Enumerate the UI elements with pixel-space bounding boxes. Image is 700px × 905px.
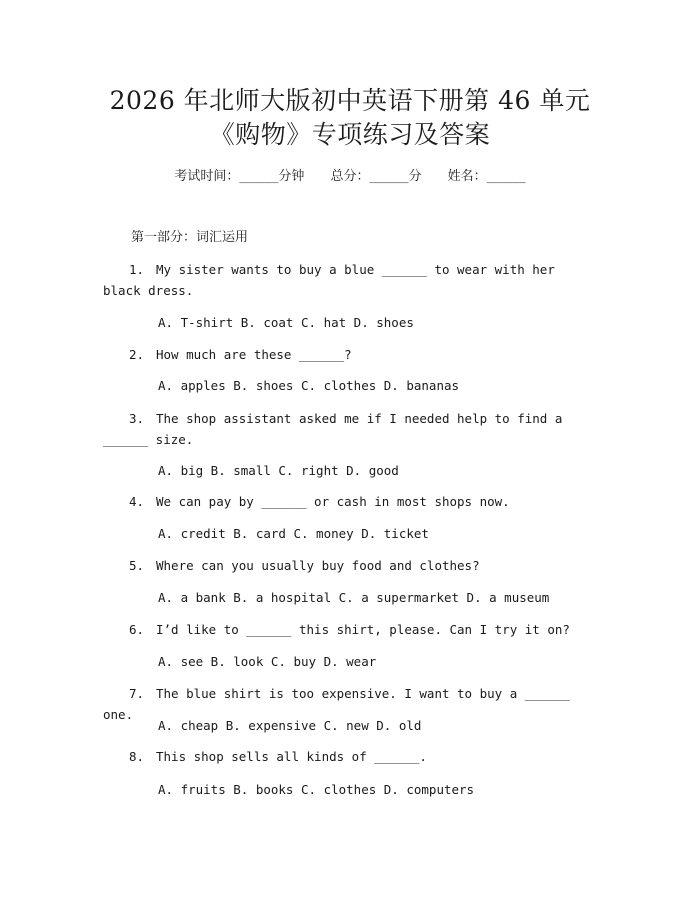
question-8-options: A. fruits B. books C. clothes D. computers xyxy=(158,782,475,797)
question-text: We can pay by ______ or cash in most shops now. xyxy=(156,494,510,509)
question-text: How much are these ______? xyxy=(156,347,352,362)
question-text: The blue shirt is too expensive. I want to buy a ______ one. xyxy=(103,686,570,722)
question-4 xyxy=(103,491,578,512)
question-number: 3. xyxy=(129,411,145,426)
exam-time-field: 考试时间：______分钟 xyxy=(174,169,305,184)
question-6 xyxy=(103,619,578,640)
question-3 xyxy=(103,408,578,450)
question-text: This shop sells all kinds of ______. xyxy=(156,749,427,764)
question-1-options: A. T-shirt B. coat C. hat D. shoes xyxy=(158,315,414,330)
question-5 xyxy=(103,555,578,576)
question-1 xyxy=(103,259,578,301)
question-text: Where can you usually buy food and clothes? xyxy=(156,558,480,573)
page-title-line-2: 《购物》专项练习及答案 xyxy=(209,120,491,149)
question-text: My sister wants to buy a blue ______ to wear with her black dress. xyxy=(103,262,555,298)
question-7-options: A. cheap B. expensive C. new D. old xyxy=(158,718,422,733)
question-2-options: A. apples B. shoes C. clothes D. bananas xyxy=(158,378,460,393)
question-text: The shop assistant asked me if I needed help to find a ______ size. xyxy=(103,411,563,447)
question-number: 6. xyxy=(129,622,145,637)
question-number: 7. xyxy=(129,686,145,701)
exam-info xyxy=(0,168,700,186)
student-name-field: 姓名：______ xyxy=(447,169,526,184)
question-3-options: A. big B. small C. right D. good xyxy=(158,463,399,478)
question-number: 5. xyxy=(129,558,145,573)
question-4-options: A. credit B. card C. money D. ticket xyxy=(158,526,429,541)
question-number: 8. xyxy=(129,749,145,764)
question-6-options: A. see B. look C. buy D. wear xyxy=(158,654,377,669)
question-2 xyxy=(103,344,578,365)
question-number: 2. xyxy=(129,347,145,362)
question-number: 1. xyxy=(129,262,145,277)
question-5-options: A. a bank B. a hospital C. a supermarket D. a museum xyxy=(158,590,550,605)
question-8 xyxy=(103,746,578,767)
question-text: I’d like to ______ this shirt, please. Can I try it on? xyxy=(156,622,570,637)
question-number: 4. xyxy=(129,494,145,509)
total-score-field: 总分：______分 xyxy=(330,169,422,184)
section-heading: 第一部分：词汇运用 xyxy=(131,230,249,245)
page-title-line-1: 2026 年北师大版初中英语下册第 46 单元 xyxy=(109,86,591,115)
